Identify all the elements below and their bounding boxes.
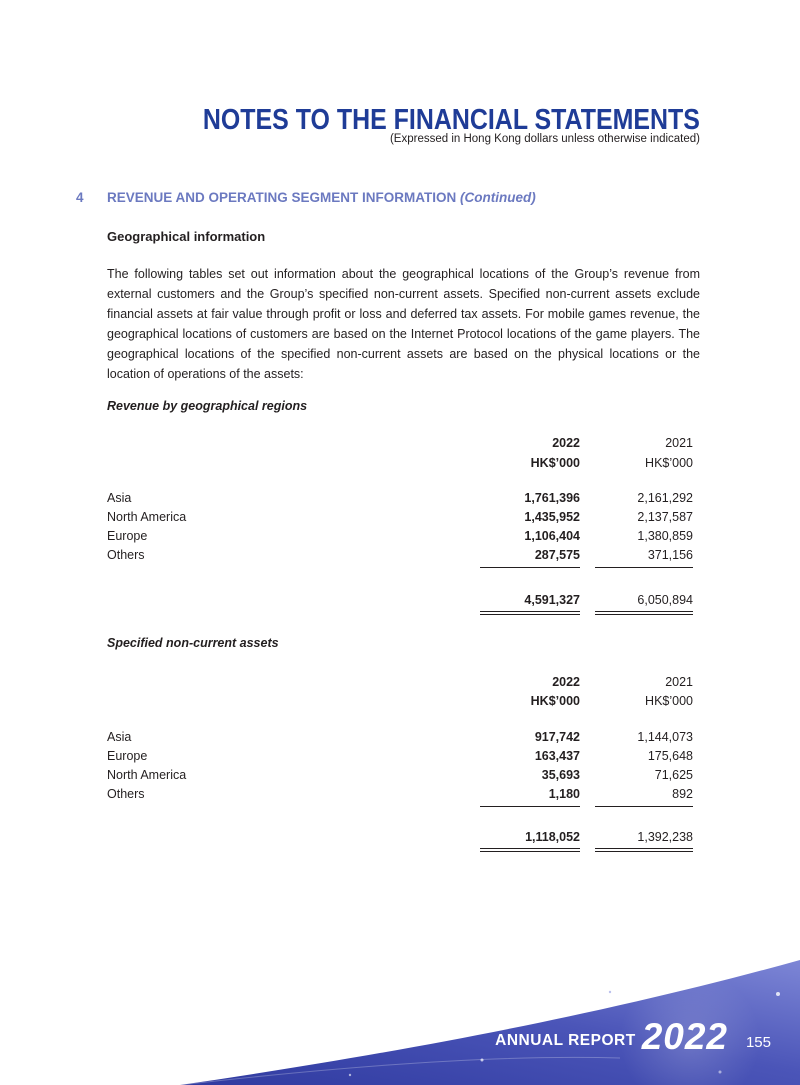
row-value-2021: 175,648 (647, 749, 693, 763)
table-header-year (107, 675, 700, 693)
row-value-2022: 1,180 (548, 787, 580, 801)
body-paragraph: The following tables set out information about the geographical locations of the Group’s revenue from external customers and the Group’s specified non-current assets. Specified non-current assets exclude financial assets at fair value through profit or loss and deferred tax assets. For mobile games revenue, the geographical locations of customers are based on the Internet Protocol locations of the game players. The geographical locations of the specified non-current assets are based on the physical locations or the location of operations of the assets: (107, 267, 700, 381)
header-unit-2021: HK$’000 (645, 694, 693, 708)
row-value-2022: 1,106,404 (524, 529, 580, 543)
subtotal-rule (595, 806, 693, 807)
row-label: Europe (107, 529, 148, 543)
table-row (107, 548, 700, 566)
footer-label: ANNUAL REPORT (495, 1032, 636, 1049)
table-header-unit (107, 694, 700, 712)
header-unit-2022: HK$’000 (530, 694, 580, 708)
section-number: 4 (76, 190, 84, 205)
page-number: 155 (745, 1034, 771, 1051)
table-total-row (107, 830, 700, 848)
sub-heading: Geographical information (107, 229, 266, 244)
row-label: Others (107, 787, 145, 801)
total-value-2021: 1,392,238 (637, 830, 693, 844)
row-label: North America (107, 510, 187, 524)
row-value-2022: 35,693 (541, 768, 580, 782)
section-continued: (Continued) (460, 190, 536, 205)
table-total-row (107, 593, 700, 611)
row-value-2021: 1,144,073 (637, 730, 693, 744)
table-title: Specified non-current assets (107, 636, 279, 650)
row-label: Asia (107, 730, 132, 744)
row-label: Asia (107, 491, 132, 505)
row-value-2022: 917,742 (534, 730, 580, 744)
row-value-2022: 287,575 (534, 548, 580, 562)
total-value-2022: 4,591,327 (524, 593, 580, 607)
total-double-rule (595, 848, 693, 852)
row-value-2021: 371,156 (647, 548, 693, 562)
table-header-year (107, 436, 700, 454)
section-title: REVENUE AND OPERATING SEGMENT INFORMATION (107, 190, 457, 205)
row-label: North America (107, 768, 187, 782)
row-value-2022: 1,435,952 (524, 510, 580, 524)
header-year-2021: 2021 (665, 436, 693, 450)
table-row (107, 529, 700, 547)
table-row (107, 768, 700, 786)
table-row (107, 787, 700, 805)
header-unit-2022: HK$’000 (530, 456, 580, 470)
page-subtitle: (Expressed in Hong Kong dollars unless otherwise indicated) (389, 133, 700, 145)
table-row (107, 749, 700, 767)
total-double-rule (480, 848, 580, 852)
row-label: Others (107, 548, 145, 562)
total-value-2021: 6,050,894 (637, 593, 693, 607)
footer-annual-report (495, 1016, 728, 1058)
header-year-2022: 2022 (552, 675, 580, 689)
table-title: Revenue by geographical regions (107, 399, 308, 413)
table-header-unit (107, 456, 700, 474)
row-value-2021: 892 (672, 787, 693, 801)
total-double-rule (595, 611, 693, 615)
row-value-2021: 71,625 (654, 768, 693, 782)
footer-decorative-band (0, 930, 800, 1085)
row-value-2021: 2,137,587 (637, 510, 693, 524)
row-value-2022: 163,437 (534, 749, 580, 763)
subtotal-rule (480, 567, 580, 568)
table-row (107, 730, 700, 748)
row-value-2022: 1,761,396 (524, 491, 580, 505)
subtotal-rule (595, 567, 693, 568)
header-year-2021: 2021 (665, 675, 693, 689)
total-value-2022: 1,118,052 (525, 830, 580, 844)
header-unit-2021: HK$’000 (645, 456, 693, 470)
subtotal-rule (480, 806, 580, 807)
page-title: NOTES TO THE FINANCIAL STATEMENTS (203, 104, 700, 136)
header-year-2022: 2022 (552, 436, 580, 450)
row-value-2021: 2,161,292 (637, 491, 693, 505)
row-label: Europe (107, 749, 148, 763)
table-row (107, 491, 700, 509)
row-value-2021: 1,380,859 (637, 529, 693, 543)
footer-year: 2022 (641, 1016, 728, 1057)
total-double-rule (480, 611, 580, 615)
table-row (107, 510, 700, 528)
